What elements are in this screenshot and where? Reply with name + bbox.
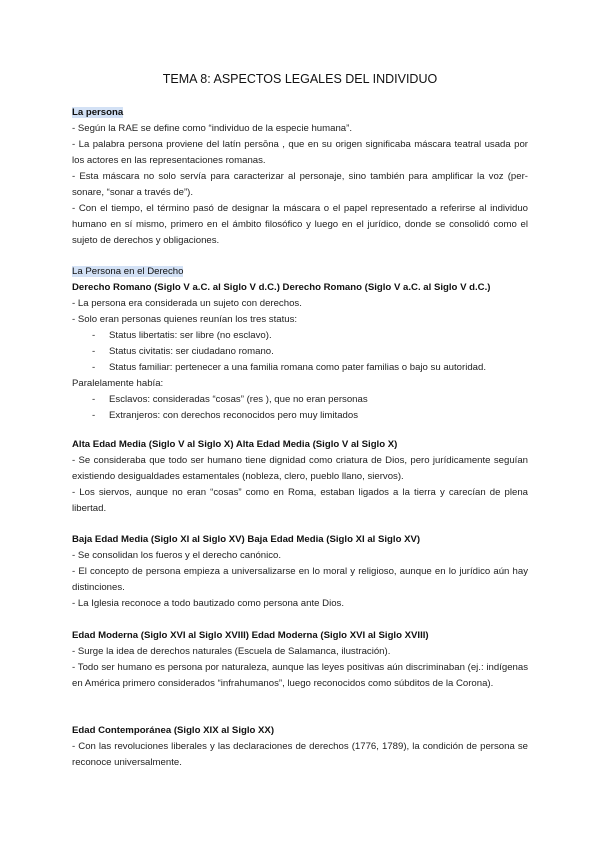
subheading: Baja Edad Media (Siglo XI al Siglo XV) Baja Edad Media (Siglo XI al Siglo XV): [72, 534, 421, 545]
subheading: Derecho Romano (Siglo V a.C. al Siglo V d.C.) Derecho Romano (Siglo V a.C. al Siglo V d.C.): [72, 282, 491, 293]
paragraph: - Solo eran personas quienes reunían los tres status:: [72, 314, 298, 325]
subheading: Edad Contemporánea (Siglo XIX al Siglo XX): [72, 725, 275, 736]
paragraph: - Los siervos, aunque no eran “cosas” como en Roma, estaban ligados a la tierra y carecían de plena libertad.: [72, 487, 528, 514]
list-item-text: Extranjeros: con derechos reconocidos pero muy limitados: [109, 410, 359, 421]
paragraph: - El concepto de persona empieza a universalizarse en lo moral y religioso, aunque en lo jurídico aún hay distinciones.: [72, 566, 528, 593]
section-la-persona: [72, 105, 528, 249]
section-persona-derecho: [72, 264, 528, 424]
list-item: [72, 344, 528, 360]
list-item: [72, 328, 528, 344]
list-item: [72, 408, 528, 424]
subheading: Edad Moderna (Siglo XVI al Siglo XVIII) Edad Moderna (Siglo XVI al Siglo XVIII): [72, 630, 429, 641]
section-baja-edad-media: [72, 532, 528, 612]
section-edad-moderna: [72, 628, 528, 692]
bullet-dash: -: [92, 330, 96, 341]
section-edad-contemporanea: [72, 723, 528, 771]
paragraph: - La persona era considerada un sujeto con derechos.: [72, 298, 302, 309]
document-title: TEMA 8: ASPECTOS LEGALES DEL INDIVIDUO: [162, 72, 438, 86]
paragraph: - Surge la idea de derechos naturales (Escuela de Salamanca, ilustración).: [72, 646, 391, 657]
paragraph: - La palabra persona proviene del latín persōna , que en su origen significaba máscara teatral usada por los actores en las representaciones romanas.: [72, 139, 528, 166]
paragraph: - Con el tiempo, el término pasó de designar la máscara o el papel representado a referirse al individuo humano en sí mismo, primero en el ámbito filosófico y luego en el jurídico, donde se consolidó como el sujeto de derechos y obligaciones.: [72, 203, 528, 246]
paragraph: - Se consideraba que todo ser humano tiene dignidad como criatura de Dios, pero jurídicamente seguían existiendo desigualdades estamentales (nobleza, clero, pueblo llano, siervos).: [72, 455, 528, 482]
list-item: [72, 392, 528, 408]
bullet-dash: -: [92, 394, 96, 405]
paragraph: - Según la RAE se define como “individuo de la especie humana”.: [72, 123, 352, 134]
bullet-dash: -: [92, 346, 96, 357]
paragraph: - Con las revoluciones liberales y las declaraciones de derechos (1776, 1789), la condición de persona se reconoce universalmente.: [72, 741, 528, 768]
paragraph: - Todo ser humano es persona por naturaleza, aunque las leyes positivas aún discriminaban (ej.: indígenas en América primero considerados “infrahumanos”, luego reconocidos como súbditos de la Corona).: [72, 662, 528, 689]
subheading: Alta Edad Media (Siglo V al Siglo X) Alta Edad Media (Siglo V al Siglo X): [72, 439, 398, 450]
list-item-text: Esclavos: consideradas “cosas” (res ), que no eran personas: [109, 394, 368, 405]
paragraph: Paralelamente había:: [72, 378, 164, 389]
list-item-text: Status familiar: pertenecer a una familia romana como pater familias o bajo su autoridad.: [109, 362, 487, 373]
section-alta-edad-media: [72, 437, 528, 517]
bullet-dash: -: [92, 410, 96, 421]
list-item: [72, 360, 528, 376]
paragraph: - Se consolidan los fueros y el derecho canónico.: [72, 550, 282, 561]
section-heading: La Persona en el Derecho: [72, 266, 184, 277]
list-item-text: Status civitatis: ser ciudadano romano.: [109, 346, 274, 357]
paragraph: - Esta máscara no solo servía para caracterizar al personaje, sino también para amplificar la voz (per-sonare, “sonar a través de”).: [72, 171, 528, 198]
bullet-dash: -: [92, 362, 96, 373]
section-heading: La persona: [72, 107, 124, 118]
list-item-text: Status libertatis: ser libre (no esclavo).: [109, 330, 272, 341]
paragraph: - La Iglesia reconoce a todo bautizado como persona ante Dios.: [72, 598, 344, 609]
